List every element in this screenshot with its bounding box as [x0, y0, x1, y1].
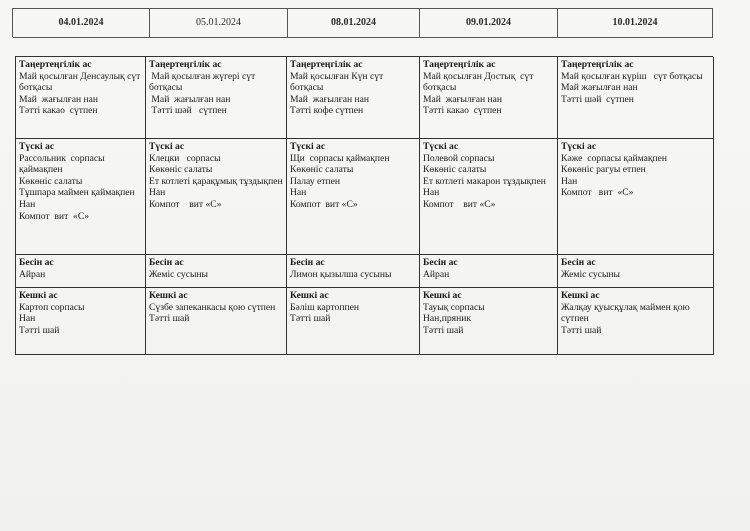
dish-line: Картоп сорпасы — [19, 301, 85, 313]
dish-line: Жеміс сусыны — [561, 268, 620, 280]
dish-line: Май қосылған Достық сүт ботқасы — [423, 70, 536, 94]
dish-line: Тәтті шай — [19, 324, 60, 336]
dish-line: Көкөніс салаты — [423, 164, 487, 176]
dish-line: Айран — [19, 268, 46, 280]
dish-line: Компот вит «С» — [149, 198, 222, 210]
dish-line: Май қосылған күріш сүт ботқасы — [561, 70, 703, 82]
dish-line: Нан — [19, 313, 36, 325]
dish-line: Нан — [290, 187, 307, 199]
meal-title: Түскі ас — [19, 141, 55, 152]
dish-line: Май қосылған Күн сүт ботқасы — [290, 70, 386, 94]
menu-cell-dinner — [16, 288, 146, 355]
date-cell: 04.01.2024 — [13, 9, 150, 38]
dish-line: Май жағылған нан — [290, 93, 370, 105]
meal-title: Түскі ас — [561, 141, 597, 152]
date-header-row — [12, 8, 713, 37]
meal-title: Кешкі ас — [149, 290, 188, 301]
dish-line: Май жағылған нан — [423, 93, 503, 105]
meal-title: Кешкі ас — [423, 290, 462, 301]
dish-line: Тауық сорпасы — [423, 301, 485, 313]
dish-line: Щи сорпасы қаймақпен — [290, 152, 390, 164]
dish-line: Сүзбе запеканкасы қою сүтпен — [149, 301, 276, 313]
menu-cell-lunch — [146, 139, 287, 255]
menu-cell-lunch — [420, 139, 558, 255]
menu-cell-lunch — [287, 139, 420, 255]
dish-line: Компот вит «С» — [423, 198, 496, 210]
menu-cell-snack — [558, 255, 714, 288]
meal-title: Бесін ас — [290, 257, 325, 268]
dish-line: Палау етпен — [290, 175, 341, 187]
dish-line: Май қосылған жүгері сүт ботқасы — [149, 70, 258, 94]
dish-line: Компот вит «С» — [19, 210, 90, 222]
menu-cell-snack — [146, 255, 287, 288]
dish-line: Тәтті шәй сүтпен — [149, 105, 227, 117]
dish-line: Кәже сорпасы қаймақпен — [561, 152, 668, 164]
date-cell: 09.01.2024 — [420, 9, 558, 38]
dish-line: Нан,пряник — [423, 313, 471, 325]
menu-cell-snack — [420, 255, 558, 288]
dish-line: Бәліш картоппен — [290, 301, 359, 313]
menu-cell-breakfast — [16, 57, 146, 139]
meal-title: Кешкі ас — [290, 290, 329, 301]
dish-line: Тұшпара маймен қаймақпен — [19, 187, 135, 199]
dish-line: Көкөніс салаты — [19, 175, 83, 187]
dish-line: Тәтті шай — [149, 313, 190, 325]
dish-line: Тәтті кофе сүтпен — [290, 105, 364, 117]
dish-line: Рассольник сорпасы қаймақпен — [19, 152, 108, 176]
dish-line: Көкөніс рагуы етпен — [561, 164, 646, 176]
dish-line: Нан — [149, 187, 166, 199]
meal-title: Бесін ас — [561, 257, 596, 268]
dish-line: Компот вит «С» — [561, 187, 634, 199]
dish-line: Май жағылған нан — [561, 82, 638, 94]
meal-title: Таңертеңгілік ас — [290, 59, 363, 70]
menu-cell-breakfast — [420, 57, 558, 139]
dish-line: Ет котлеті макарон тұздықпен — [423, 175, 546, 187]
date-cell: 05.01.2024 — [150, 9, 288, 38]
dish-line: Нан — [19, 198, 36, 210]
dish-line: Клецки сорпасы — [149, 152, 221, 164]
menu-cell-dinner — [287, 288, 420, 355]
dish-line: Тәтті шай — [423, 324, 464, 336]
menu-cell-breakfast — [558, 57, 714, 139]
meal-title: Бесін ас — [149, 257, 184, 268]
dish-line: Тәтті какао сүтпен — [423, 105, 502, 117]
date-cell: 10.01.2024 — [558, 9, 713, 38]
menu-cell-dinner — [146, 288, 287, 355]
meal-title: Таңертеңгілік ас — [149, 59, 222, 70]
meal-title: Бесін ас — [423, 257, 458, 268]
dish-line: Тәтті шай — [561, 324, 602, 336]
dish-line: Май жағылған нан — [19, 93, 99, 105]
dish-line: Тәтті какао сүтпен — [19, 105, 98, 117]
meal-title: Бесін ас — [19, 257, 54, 268]
menu-cell-dinner — [420, 288, 558, 355]
menu-cell-lunch — [558, 139, 714, 255]
dish-line: Лимон қызылша сусыны — [290, 268, 392, 280]
menu-table — [15, 56, 713, 355]
dish-line: Май жағылған нан — [149, 93, 231, 105]
dish-line: Көкөніс салаты — [149, 164, 213, 176]
dish-line: Компот вит «С» — [290, 198, 358, 210]
menu-cell-dinner — [558, 288, 714, 355]
dish-line: Нан — [561, 175, 578, 187]
dish-line: Тәтті шай — [290, 313, 331, 325]
meal-title: Таңертеңгілік ас — [19, 59, 92, 70]
meal-title: Түскі ас — [290, 141, 326, 152]
menu-cell-snack — [16, 255, 146, 288]
dish-line: Жалқау қуысқұлақ маймен қою сүтпен — [561, 301, 693, 325]
dish-line: Ет котлеті қарақұмық тұздықпен — [149, 175, 283, 187]
dish-line: Май қосылған Денсаулық сүт ботқасы — [19, 70, 143, 94]
meal-title: Таңертеңгілік ас — [561, 59, 634, 70]
menu-cell-lunch — [16, 139, 146, 255]
menu-cell-breakfast — [287, 57, 420, 139]
dish-line: Көкөніс салаты — [290, 164, 354, 176]
menu-cell-snack — [287, 255, 420, 288]
dish-line: Нан — [423, 187, 440, 199]
dish-line: Жеміс сусыны — [149, 268, 208, 280]
date-cell: 08.01.2024 — [288, 9, 420, 38]
meal-title: Түскі ас — [149, 141, 185, 152]
meal-title: Түскі ас — [423, 141, 459, 152]
meal-title: Кешкі ас — [561, 290, 600, 301]
meal-title: Кешкі ас — [19, 290, 58, 301]
menu-cell-breakfast — [146, 57, 287, 139]
dish-line: Айран — [423, 268, 450, 280]
dish-line: Тәтті шәй сүтпен — [561, 93, 634, 105]
meal-title: Таңертеңгілік ас — [423, 59, 496, 70]
dish-line: Полевой сорпасы — [423, 152, 495, 164]
